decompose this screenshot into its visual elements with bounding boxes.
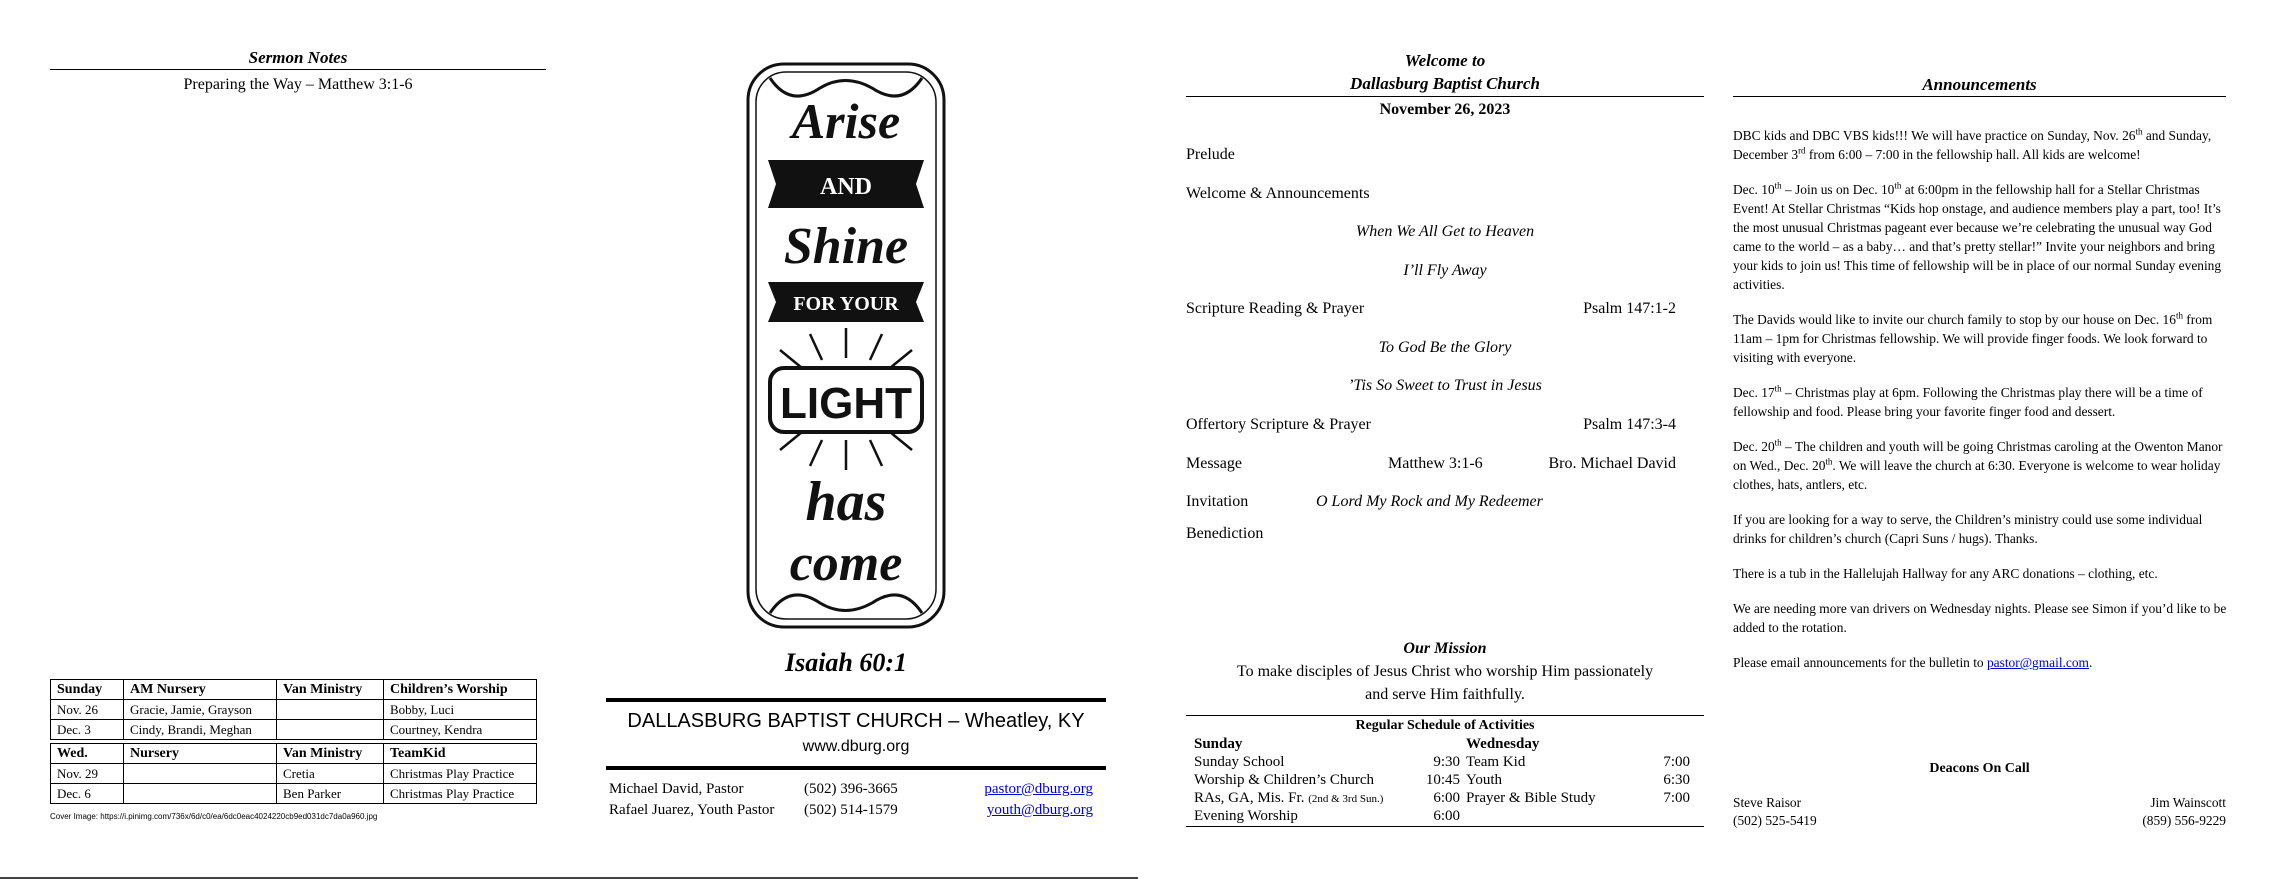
table-cell: Gracie, Jamie, Grayson [124, 700, 277, 720]
cover-artwork [740, 58, 952, 633]
art-word-and: AND [820, 174, 872, 200]
deacon-phone: (502) 525-5419 [1733, 813, 1817, 828]
art-word-for-your: FOR YOUR [793, 293, 899, 315]
sermon-notes-heading: Sermon Notes [248, 48, 348, 67]
table-header: Van Ministry [277, 744, 384, 764]
cover-scripture-reference: Isaiah 60:1 [784, 648, 908, 677]
hymn-title: When We All Get to Heaven [1355, 223, 1535, 240]
bottom-flourish-icon [770, 595, 922, 613]
message-reference: Matthew 3:1-6 [1388, 455, 1483, 472]
order-benediction: Benediction [1186, 525, 1264, 542]
order-rule [1186, 96, 1704, 97]
activity-name: Sunday School [1194, 754, 1285, 770]
activity-time: 10:45 [1425, 772, 1460, 788]
table-cell: Courtney, Kendra [384, 720, 537, 740]
order-welcome-announcements: Welcome & Announcements [1186, 185, 1370, 202]
table-header-row [51, 680, 537, 700]
table-cell: Cindy, Brandi, Meghan [124, 720, 277, 740]
deacon-name: Steve Raisor [1733, 795, 1802, 810]
hymn-title: I’ll Fly Away [1403, 262, 1487, 279]
activity-name: Worship & Children’s Church [1194, 772, 1375, 788]
table-row [51, 720, 537, 740]
deacon-contact [2086, 794, 2226, 830]
hymn-title: ’Tis So Sweet to Trust in Jesus [1348, 377, 1542, 394]
art-word-arise: Arise [791, 93, 901, 149]
activity-time: 9:30 [1433, 754, 1460, 770]
staff-phone: (502) 396-3665 [804, 781, 898, 797]
invitation-song: O Lord My Rock and My Redeemer [1316, 493, 1543, 510]
table-header: Wed. [51, 744, 124, 764]
sermon-notes-rule [50, 69, 546, 70]
table-header: Children’s Worship [384, 680, 537, 700]
activity-name: Team Kid [1466, 754, 1526, 770]
table-cell [124, 764, 277, 784]
order-message [1186, 455, 1676, 473]
table-header: Van Ministry [277, 680, 384, 700]
offertory-label: Offertory Scripture & Prayer [1186, 416, 1371, 433]
mission-heading: Our Mission [1403, 640, 1487, 657]
activity-note: (2nd & 3rd Sun.) [1308, 793, 1384, 805]
cover-art-svg [740, 58, 952, 633]
message-label: Message [1186, 455, 1242, 472]
church-website[interactable]: www.dburg.org [802, 738, 910, 755]
table-header: Sunday [51, 680, 124, 700]
art-word-light: LIGHT [780, 379, 912, 428]
cover-top-rule [606, 698, 1106, 702]
activity-time: 7:00 [1663, 790, 1690, 806]
activity-name: Evening Worship [1194, 808, 1298, 824]
activity-time: 6:30 [1663, 772, 1690, 788]
cover-image-credit: Cover Image: https://i.pinimg.com/736x/6d/c0/ea/6dc0eac4024220cb9ed031dc7da0a960.jpg [50, 812, 378, 821]
table-row [51, 784, 537, 804]
deacons-heading: Deacons On Call [1929, 761, 2030, 776]
art-word-shine: Shine [783, 218, 909, 275]
activity-name: Youth [1466, 772, 1502, 788]
announcement-paragraph: DBC kids and DBC VBS kids!!! We will have practice on Sunday, Nov. 26th and Sunday, December 3rd from 6:00 – 7:00 in the fellowship hall. All kids are welcome! [1733, 126, 2212, 162]
table-cell [277, 720, 384, 740]
staff-name: Rafael Juarez, Youth Pastor [609, 802, 775, 818]
table-cell: Nov. 29 [51, 764, 124, 784]
table-cell: Christmas Play Practice [384, 784, 537, 804]
table-cell: Bobby, Luci [384, 700, 537, 720]
announcement-paragraph: Dec. 10th – Join us on Dec. 10th at 6:00pm in the fellowship hall for a Stellar Christmas Event! At Stellar Christmas “Kids hop onstage, and audience members play a part, too! It’s the most unusual Christmas pageant ever because we’re celebrating the unusual way God came to the world – as a baby… and that’s pretty stellar!” Invite your neighbors and bring your kids to join us! This time of fellowship will be in place of our normal Sunday evening activities. [1733, 180, 2222, 292]
announcement-paragraph: Dec. 20th – The children and youth will be going Christmas caroling at the Owenton Manor on Wed., Dec. 20th. We will leave the church at 6:30. Everyone is welcome to wear holiday clothes, hats, antlers, etc. [1733, 437, 2223, 492]
table-cell [124, 784, 277, 804]
church-heading: Dallasburg Baptist Church [1350, 74, 1540, 93]
activity-name [1194, 790, 1383, 807]
activity-name: Prayer & Bible Study [1466, 790, 1596, 806]
activities-top-rule [1186, 715, 1704, 716]
message-speaker: Bro. Michael David [1548, 455, 1676, 472]
activity-time: 6:00 [1433, 790, 1460, 806]
activity-time: 7:00 [1663, 754, 1690, 770]
table-header: Nursery [124, 744, 277, 764]
order-prelude: Prelude [1186, 146, 1235, 163]
sunday-label: Sunday [1194, 736, 1243, 752]
mission-line: To make disciples of Jesus Christ who worship Him passionately [1236, 663, 1654, 680]
service-date: November 26, 2023 [1379, 101, 1511, 118]
staff-phone: (502) 514-1579 [804, 802, 898, 818]
announcement-paragraph: There is a tub in the Hallelujah Hallway for any ARC donations – clothing, etc. [1733, 566, 2158, 581]
offertory-reference: Psalm 147:3-4 [1583, 416, 1676, 433]
announcements-email-link[interactable]: pastor@gmail.com [1986, 655, 2089, 670]
mission-line: and serve Him faithfully. [1365, 686, 1525, 703]
deacon-name: Jim Wainscott [2150, 795, 2226, 810]
announcement-paragraph: The Davids would like to invite our church family to stop by our house on Dec. 16th from 11am – 1pm for Christmas fellowship. We will provide finger foods. We look forward to visiting with everyone. [1733, 310, 2213, 365]
hymn-title: To God Be the Glory [1378, 339, 1512, 356]
table-header-row [51, 744, 537, 764]
staff-email-link[interactable]: pastor@dburg.org [984, 781, 1093, 797]
staff-email-link[interactable]: youth@dburg.org [986, 802, 1093, 818]
table-cell: Ben Parker [277, 784, 384, 804]
scripture-reference: Psalm 147:1-2 [1583, 300, 1676, 317]
order-offertory [1186, 416, 1676, 434]
welcome-heading: Welcome to [1404, 51, 1486, 70]
table-cell: Cretia [277, 764, 384, 784]
announcement-paragraph: Dec. 17th – Christmas play at 6pm. Following the Christmas play there will be a time of fellowship and food. Please bring your favorite finger food and dessert. [1733, 383, 2203, 419]
scripture-label: Scripture Reading & Prayer [1186, 300, 1365, 317]
nursery-schedule [50, 679, 537, 804]
sunday-schedule-table [50, 679, 537, 740]
wednesday-schedule-table [50, 743, 537, 804]
announcement-paragraph: We are needing more van drivers on Wednesday nights. Please see Simon if you’d like to be added to the rotation. [1733, 601, 2227, 635]
art-word-come: come [789, 535, 903, 592]
wednesday-label: Wednesday [1466, 736, 1540, 752]
activities-bottom-rule [1186, 826, 1704, 827]
activity-name-text: RAs, GA, Mis. Fr. [1194, 790, 1305, 806]
deacon-phone: (859) 556-9229 [2142, 813, 2226, 828]
table-header: TeamKid [384, 744, 537, 764]
order-invitation [1186, 493, 1676, 511]
table-cell [277, 700, 384, 720]
announcements-body [1733, 126, 2233, 688]
activity-time: 6:00 [1433, 808, 1460, 824]
activities-heading: Regular Schedule of Activities [1355, 718, 1535, 733]
table-header: AM Nursery [124, 680, 277, 700]
church-name-location: DALLASBURG BAPTIST CHURCH – Wheatley, KY [627, 710, 1085, 732]
invitation-label: Invitation [1186, 493, 1249, 510]
table-row [51, 764, 537, 784]
announcement-paragraph: Please email announcements for the bulletin to pastor@gmail.com. [1733, 655, 2093, 670]
announcements-rule [1733, 96, 2226, 97]
announcements-heading: Announcements [1922, 75, 2037, 94]
order-scripture [1186, 300, 1676, 318]
art-word-has: has [805, 471, 887, 533]
table-cell: Dec. 6 [51, 784, 124, 804]
announcement-paragraph: If you are looking for a way to serve, the Children’s ministry could use some individual drinks for children’s church (Capri Suns / hugs). Thanks. [1733, 512, 2203, 546]
table-row [51, 700, 537, 720]
deacon-contact [1733, 794, 1817, 830]
table-cell: Christmas Play Practice [384, 764, 537, 784]
staff-name: Michael David, Pastor [609, 781, 744, 797]
table-cell: Nov. 26 [51, 700, 124, 720]
cover-bottom-rule [606, 766, 1106, 770]
sermon-passage: Preparing the Way – Matthew 3:1-6 [183, 76, 413, 93]
table-cell: Dec. 3 [51, 720, 124, 740]
